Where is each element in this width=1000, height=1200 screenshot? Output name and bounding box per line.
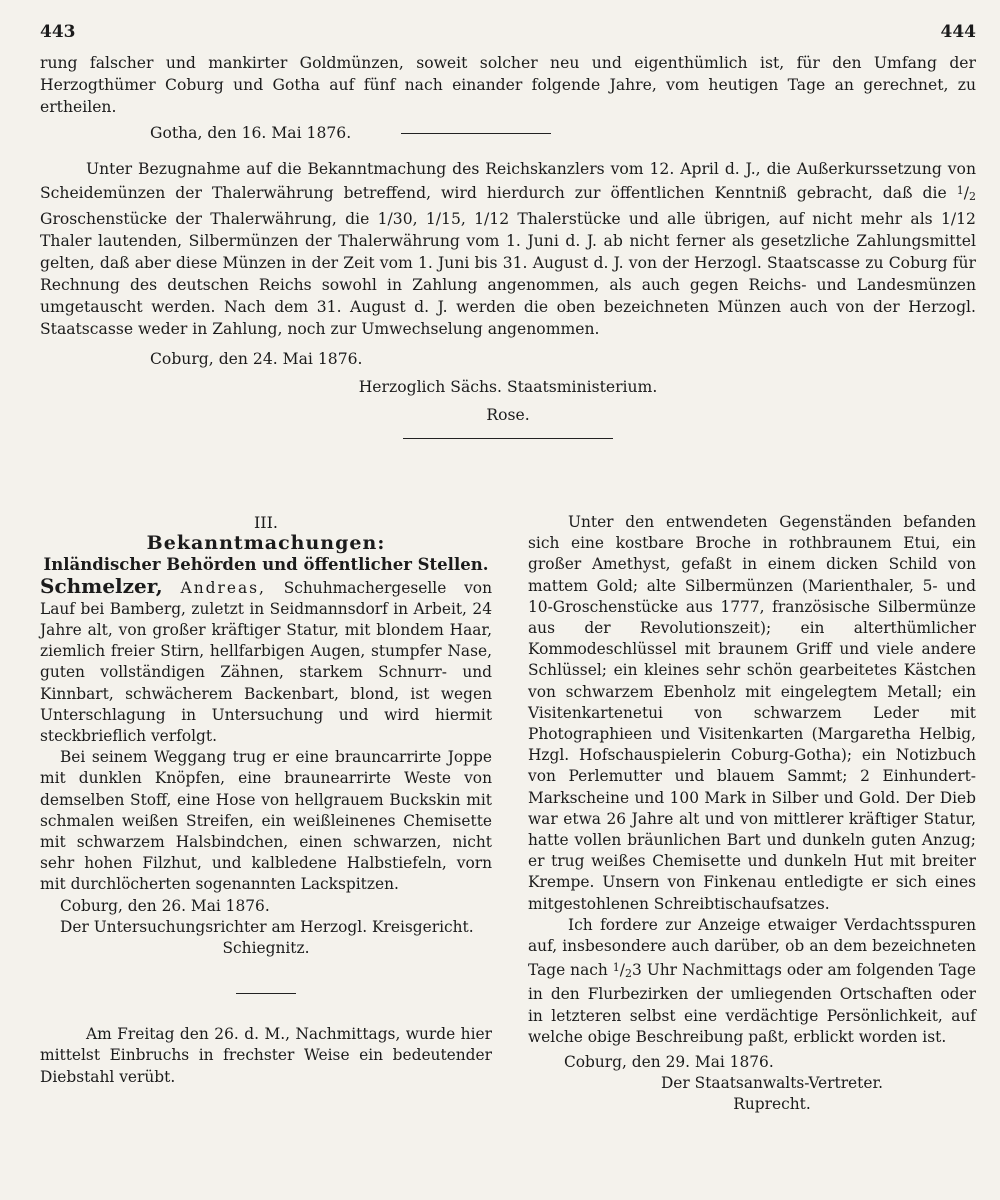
top-section xyxy=(40,52,976,439)
request-paragraph: Ich fordere zur Anzeige etwaiger Verdachtsspuren auf, insbesondere auch darüber, ob an dem bezeichneten Tage nach $^1$/23 Uhr Nachmittags oder am folgenden Tage in den Flurbezirken der umliegenden Ortschaften oder in letzteren selbst eine verdächtige Persönlichkeit, auf welche obige Beschreibung paßt, erblickt worden ist. xyxy=(528,915,976,1046)
signature-rose: Rose. xyxy=(486,406,530,424)
stolen-items-paragraph: Unter den entwendeten Gegenständen befanden sich eine kostbare Broche in rothbraunem Etui, ein großer Amethyst, gefaßt in einem dicken Schild von mattem Gold; alte Silbermünzen (Marienthaler, 5- und 10-Groschenstücke aus 1777, französische Silbermünze aus der Revolutionszeit); ein alterthümlicher Kommodeschlüssel mit braunem Griff und viele andere Schlüssel; ein kleines sehr schön gearbeitetes Kästchen von schwarzem Ebenholz mit eingelegtem Metall; ein Visitenkartenetui von schwarzem Leder mit Photographieen und Visitenkarten (Margaretha Helbig, Hzgl. Hofschauspielerin Coburg-Gotha); ein Notizbuch von Perlemutter und blauem Sammt; 2 Einhundert-Markscheine und 100 Mark in Silber und Gold. Der Dieb war etwa 26 Jahre alt und von mittlerer kräftiger Statur, hatte vollen bräunlichen Bart und dunkeln guten Anzug; er trug weißes Chemisette und dunkeln Hut mit breiter Krempe. Unsern von Finkenau entledigte er sich eines mitgestohlenen Schreibtischaufsatzes. xyxy=(528,513,976,913)
signature-schiegnitz: Schiegnitz. xyxy=(222,939,310,958)
prosecutor-authority: Der Staatsanwalts-Vertreter. xyxy=(660,1074,884,1093)
dateline-right: Coburg, den 29. Mai 1876. xyxy=(564,1053,774,1072)
dateline-left: Coburg, den 26. Mai 1876. xyxy=(60,896,270,915)
ministry-authority: Herzoglich Sächs. Staatsministerium. xyxy=(358,378,658,396)
coin-announcement-paragraph: Unter Bezugnahme auf die Bekanntmachung des Reichskanzlers vom 12. April d. J., die Außerkurssetzung von Scheidemünzen der Thalerwährung betreffend, wird hierdurch zur öffentlichen Kenntniß gebracht, daß die $^1$/2 Groschenstücke der Thalerwährung, die 1/30, 1/15, 1/12 Thalerstücke und alle übrigen, auf nicht mehr als 1/12 Thaler lautenden, Silbermünzen der Thalerwährung vom 1. Juni d. J. ab nicht ferner als gesetzliche Zahlungsmittel gelten, daß aber diese Münzen in der Zeit vom 1. Juni bis 31. August d. J. von der Herzogl. Staatscasse zu Coburg für Rechnung des deutschen Reichs sowohl in Zahlung angenommen, als auch gegen Reichs- und Landesmünzen umgetauscht werden. Nach dem 31. August d. J. werden die oben bezeichneten Münzen auch von der Herzogl. Staatscasse weder in Zahlung, noch zur Umwechselung angenommen. xyxy=(40,160,976,338)
theft-notice-paragraph: Am Freitag den 26. d. M., Nachmittags, wurde hier mittelst Einbruchs in frechster Weise ein bedeutender Diebstahl verübt. xyxy=(40,1025,492,1086)
court-authority: Der Untersuchungsrichter am Herzogl. Kreisgericht. xyxy=(60,917,474,936)
page-number-right: 444 xyxy=(940,22,976,42)
section-number: III. xyxy=(253,513,279,532)
continuation-paragraph: rung falscher und mankirter Goldmünzen, soweit solcher neu und eigenthümlich ist, für den Umfang der Herzogthümer Coburg und Gotha auf fünf nach einander folgende Jahre, vom heutigen Tage an gerechnet, zu ertheilen. xyxy=(40,54,976,116)
left-column xyxy=(40,512,492,1088)
section-heading: Bekanntmachungen: xyxy=(146,532,386,555)
section-subheading: Inländischer Behörden und öffentlicher Stellen. xyxy=(43,555,489,575)
separator-line xyxy=(403,438,613,439)
right-column xyxy=(528,512,976,1116)
clothing-paragraph: Bei seinem Weggang trug er eine brauncarrirte Joppe mit dunklen Knöpfen, eine braunearrirte Weste von demselben Stoff, eine Hose von hellgrauem Buckskin mit schmalen weißen Streifen, ein weißleinenes Chemisette mit schwarzem Halsbindchen, einen schwarzen, nicht sehr hohen Filzhut, und kalbledene Halbstiefeln, vorn mit durchlöcherten sogenannten Lackspitzen. xyxy=(40,748,492,894)
signature-ruprecht: Ruprecht. xyxy=(733,1095,811,1114)
separator-line xyxy=(401,133,551,134)
dateline-coburg: Coburg, den 24. Mai 1876. xyxy=(150,350,363,368)
separator-line xyxy=(236,993,296,994)
dateline-gotha: Gotha, den 16. Mai 1876. xyxy=(150,124,352,142)
wanted-notice-paragraph: Schmelzer, Andreas, Schuhmachergeselle von Lauf bei Bamberg, zuletzt in Seidmannsdorf in Arbeit, 24 Jahre alt, von großer kräftiger Statur, mit blondem Haar, ziemlich freier Stirn, hellfarbigen Augen, stumpfer Nase, guten vollständigen Zähnen, starkem Schnurr- und Kinnbart, schwächerem Backenbart, blond, ist wegen Unterschlagung in Untersuchung und wird hiermit steckbrieflich verfolgt. xyxy=(40,573,492,746)
page-number-left: 443 xyxy=(40,22,76,42)
